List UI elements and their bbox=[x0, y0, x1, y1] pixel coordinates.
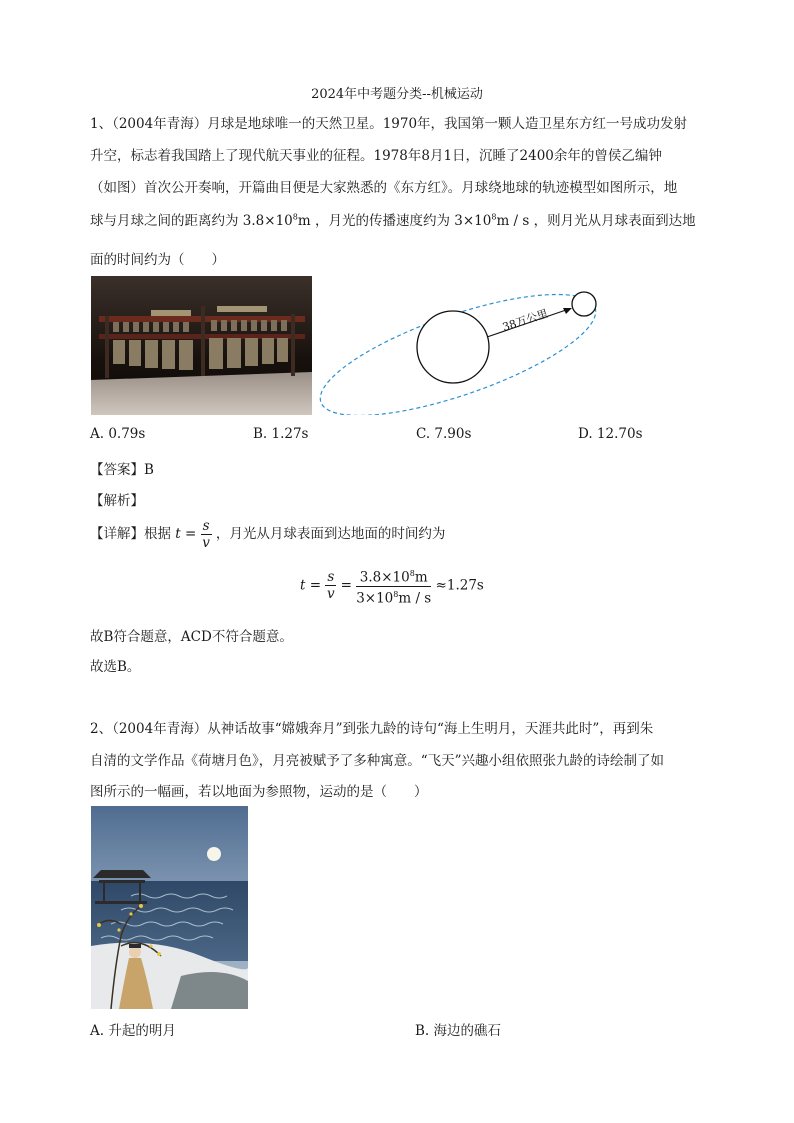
q1-line-4-suffix: ，则月光从月球表面到达地 bbox=[533, 213, 696, 229]
moonrise-painting bbox=[91, 806, 248, 1009]
detail-line bbox=[90, 516, 445, 552]
q1-option-d[interactable]: D. 12.70s bbox=[578, 426, 643, 442]
answer-line bbox=[90, 458, 154, 478]
q1-line-3: （如图）首次公开奏响，开篇曲目便是大家熟悉的《东方红》。月球绕地球的轨迹模型如图所示，地 bbox=[90, 180, 678, 196]
q1-line-4-mid: ，月光的传播速度约为 bbox=[314, 213, 450, 229]
answer-label: 【答案】 bbox=[90, 462, 144, 478]
distance-label: 38万公里 bbox=[500, 306, 550, 334]
moon-circle bbox=[572, 292, 596, 316]
q2-line-2: 自清的文学作品《荷塘月色》，月亮被赋予了多种寓意。“飞天”兴趣小组依照张九龄的诗绘制了如 bbox=[90, 753, 665, 769]
calc-speed-exponent: 8 bbox=[393, 589, 399, 599]
calc-distance-mantissa: 3.8×10 bbox=[359, 569, 410, 586]
distance-exponent: 8 bbox=[292, 212, 298, 222]
q1-line-1: 1、（2004年青海）月球是地球唯一的天然卫星。1970年，我国第一颗人造卫星东方红一号成功发射 bbox=[90, 116, 688, 132]
q2-line-1: 2、（2004年青海）从神话故事“嫦娥奔月”到张九龄的诗句“海上生明月，天涯共此时”，再到朱 bbox=[90, 721, 654, 737]
speed-exponent: 8 bbox=[491, 212, 497, 222]
q2-option-b[interactable]: B. 海边的礁石 bbox=[415, 1023, 502, 1039]
q1-option-c[interactable]: C. 7.90s bbox=[416, 426, 472, 442]
q1-option-b[interactable]: B. 1.27s bbox=[253, 426, 309, 442]
conclusion-1: 故B符合题意，ACD不符合题意。 bbox=[90, 629, 293, 645]
speed-mantissa: 3×10 bbox=[454, 213, 492, 229]
calc-speed-mantissa: 3×10 bbox=[356, 590, 394, 606]
orbit-diagram bbox=[310, 285, 610, 415]
page-title: 2024年中考题分类--机械运动 bbox=[311, 87, 483, 102]
conclusion-2: 故选B。 bbox=[90, 659, 141, 675]
q2-line-3: 图所示的一幅画，若以地面为参照物，运动的是（ ） bbox=[90, 784, 428, 800]
detail-label: 【详解】 bbox=[90, 526, 144, 542]
chime-bells-image bbox=[91, 276, 312, 415]
distance-value bbox=[243, 213, 311, 229]
detail-suffix: ，月光从月球表面到达地面的时间约为 bbox=[215, 526, 446, 542]
q1-line-2: 升空，标志着我国踏上了现代航天事业的征程。1978年8月1日，沉睡了2400余年的曾侯乙编钟 bbox=[90, 148, 662, 164]
formula-result: ≈1.27s bbox=[435, 577, 484, 594]
q1-line-5: 面的时间约为（ ） bbox=[90, 252, 225, 268]
earth-circle bbox=[417, 311, 489, 383]
distance-mantissa: 3.8×10 bbox=[242, 213, 293, 229]
answer-value: B bbox=[144, 462, 154, 478]
q2-option-a[interactable]: A. 升起的明月 bbox=[90, 1023, 176, 1039]
analysis-label: 【解析】 bbox=[90, 493, 144, 509]
q1-option-a[interactable]: A. 0.79s bbox=[90, 426, 146, 442]
calc-distance-unit: m bbox=[414, 569, 428, 586]
time-formula-inline: t = $\frac{s}{v}$ bbox=[175, 517, 210, 551]
moon-icon bbox=[207, 847, 221, 861]
speed-unit: m / s bbox=[496, 213, 530, 229]
q1-line-4 bbox=[90, 209, 696, 229]
speed-value bbox=[454, 213, 529, 229]
detail-prefix: 根据 bbox=[144, 526, 171, 542]
calc-distance-exponent: 8 bbox=[409, 569, 415, 578]
distance-unit: m bbox=[297, 213, 311, 229]
q1-line-4-prefix: 球与月球之间的距离约为 bbox=[90, 213, 239, 229]
time-calculation: t = $\frac{s}{v}$ = $\frac{3.8\times 10^8m}{3\times 10^8m / s}$ ≈1.27s bbox=[300, 566, 600, 610]
calc-speed-unit: m / s bbox=[398, 590, 432, 606]
